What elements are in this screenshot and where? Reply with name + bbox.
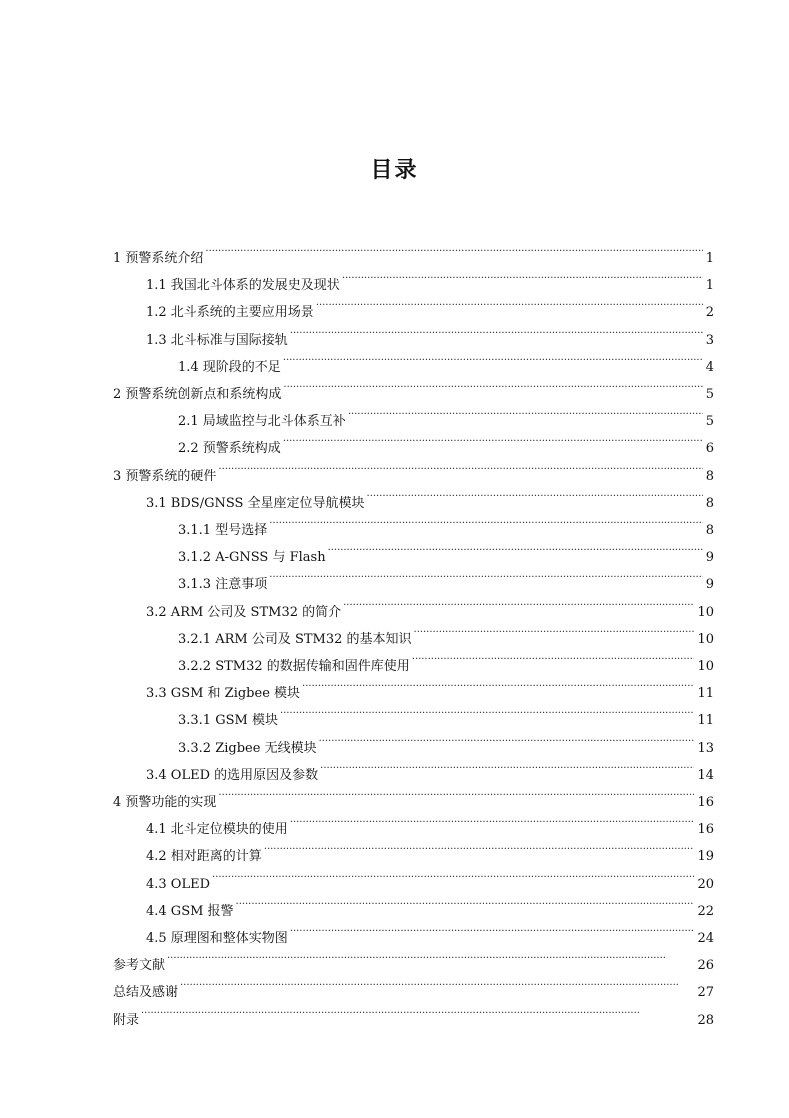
toc-entry-label: 3.4 OLED 的选用原因及参数 [146, 767, 319, 783]
toc-leader-dots [269, 562, 703, 588]
toc-entry-label: 2.2 预警系统构成 [178, 441, 281, 457]
toc-entry-label: 1.1 我国北斗体系的发展史及现状 [146, 278, 340, 294]
toc-leader-dots [283, 345, 703, 371]
toc-leader-dots [367, 481, 703, 507]
toc-entry-page-number: 8 [705, 495, 714, 511]
toc-entry-page-number: 3 [705, 332, 714, 348]
toc-leader-dots [343, 590, 694, 616]
toc-leader-dots [218, 780, 694, 806]
toc-entry-label: 3.3.1 GSM 模块 [178, 713, 278, 729]
toc-entry-page-number: 5 [705, 387, 714, 402]
toc-leader-dots [319, 726, 695, 752]
toc-entry-label: 3.2.1 ARM 公司及 STM32 的基本知识 [178, 631, 412, 647]
toc-entry-label: 3.2.2 STM32 的数据传输和固件库使用 [178, 659, 410, 674]
toc-entry[interactable] [146, 290, 714, 321]
toc-entry-label: 4.1 北斗定位模块的使用 [146, 822, 288, 838]
toc-entry-page-number: 2 [705, 305, 714, 321]
toc-entry[interactable] [113, 236, 714, 266]
toc-entry-page-number: 8 [705, 523, 714, 538]
toc-entry-label: 1.4 现阶段的不足 [178, 359, 281, 375]
toc-leader-dots [412, 644, 695, 670]
toc-entry-label: 3.1.2 A-GNSS 与 Flash [178, 550, 326, 566]
toc-entry-page-number: 22 [697, 903, 714, 919]
toc-entry[interactable] [113, 943, 714, 974]
toc-entry[interactable] [178, 644, 714, 674]
toc-entry[interactable] [146, 263, 714, 294]
toc-entry-label: 3.1.3 注意事项 [178, 577, 268, 593]
toc-leader-dots [316, 290, 703, 316]
toc-entry-label: 1.2 北斗系统的主要应用场景 [146, 305, 314, 321]
toc-leader-dots [141, 998, 694, 1024]
toc-entry-label: 2.1 局域监控与北斗体系互补 [178, 414, 346, 430]
toc-entry[interactable] [146, 807, 714, 838]
toc-entry-label: 1.3 北斗标准与国际接轨 [146, 332, 288, 348]
toc-entry[interactable] [178, 726, 714, 756]
toc-entry-page-number: 11 [697, 686, 714, 702]
toc-entry-label: 4.5 原理图和整体实物图 [146, 931, 288, 946]
toc-entry[interactable] [146, 916, 714, 946]
toc-entry[interactable] [178, 698, 714, 729]
toc-entry[interactable] [146, 753, 714, 783]
toc-entry[interactable] [146, 834, 714, 865]
toc-entry-page-number: 10 [697, 659, 714, 674]
toc-entry[interactable] [146, 889, 714, 919]
toc-leader-dots [212, 862, 694, 888]
toc-entry-page-number: 27 [697, 985, 714, 1001]
toc-leader-dots [290, 318, 703, 344]
toc-entry-page-number: 20 [697, 876, 714, 892]
toc-leader-dots [328, 535, 703, 561]
toc-entry-label: 2 预警系统创新点和系统构成 [113, 387, 282, 402]
toc-entry-label: 3.2 ARM 公司及 STM32 的简介 [146, 604, 342, 620]
toc-leader-dots [236, 889, 695, 915]
toc-entry-label: 4.3 OLED [146, 876, 211, 892]
toc-entry[interactable] [146, 481, 714, 511]
toc-entry-page-number: 16 [697, 822, 714, 838]
toc-entry-label: 3.3 GSM 和 Zigbee 模块 [146, 686, 301, 702]
toc-entry[interactable] [113, 780, 714, 810]
toc-entry[interactable] [178, 508, 714, 538]
toc-entry[interactable] [113, 454, 714, 484]
toc-entry-page-number: 5 [705, 414, 714, 430]
toc-entry-label: 4.4 GSM 报警 [146, 903, 234, 919]
toc-leader-dots [180, 970, 694, 996]
toc-entry[interactable] [146, 671, 714, 702]
toc-entry[interactable] [113, 970, 714, 1001]
toc-entry-page-number: 24 [697, 931, 714, 946]
toc-entry-page-number: 10 [697, 604, 714, 620]
toc-entry-page-number: 14 [697, 767, 714, 783]
toc-entry-page-number: 11 [697, 713, 714, 729]
toc-entry-page-number: 28 [697, 1012, 714, 1028]
toc-entry-page-number: 1 [705, 278, 714, 294]
toc-entry[interactable] [113, 372, 714, 402]
toc-leader-dots [167, 943, 694, 969]
toc-entry[interactable] [146, 590, 714, 620]
toc-entry-page-number: 19 [697, 849, 714, 865]
toc-leader-dots [218, 454, 702, 480]
toc-leader-dots [290, 916, 695, 942]
toc-entry[interactable] [146, 318, 714, 348]
toc-entry-label: 1 预警系统介绍 [113, 251, 204, 266]
toc-entry[interactable] [146, 862, 714, 892]
toc-entry-label: 3 预警系统的硬件 [113, 468, 217, 484]
toc-entry-label: 4.2 相对距离的计算 [146, 849, 262, 865]
toc-leader-dots [280, 698, 695, 724]
page-title: 目录 [370, 158, 419, 183]
toc-entry-page-number: 26 [697, 958, 714, 974]
toc-entry-page-number: 16 [697, 795, 714, 810]
toc-entry-page-number: 6 [705, 441, 714, 457]
toc-entry-label: 4 预警功能的实现 [113, 795, 217, 810]
toc-entry[interactable] [178, 426, 714, 457]
toc-leader-dots [302, 671, 694, 697]
toc-entry-label: 附录 [113, 1012, 140, 1028]
toc-entry-label: 3.1.1 型号选择 [178, 523, 268, 538]
toc-entry-label: 总结及感谢 [113, 985, 179, 1001]
toc-leader-dots [414, 617, 695, 643]
toc-entry-page-number: 8 [705, 468, 714, 484]
toc-entry-page-number: 9 [705, 550, 714, 566]
toc-leader-dots [269, 508, 703, 534]
toc-leader-dots [283, 426, 703, 452]
toc-entry[interactable] [178, 617, 714, 647]
toc-leader-dots [264, 834, 695, 860]
toc-leader-dots [290, 807, 695, 833]
toc-entry[interactable] [178, 535, 714, 566]
toc-entry[interactable] [178, 399, 714, 430]
toc-leader-dots [348, 399, 703, 425]
toc-leader-dots [283, 372, 702, 398]
toc-entry[interactable] [178, 562, 714, 593]
toc-entry[interactable] [113, 998, 714, 1028]
toc-entry-page-number: 9 [705, 577, 714, 593]
toc-entry-label: 3.3.2 Zigbee 无线模块 [178, 740, 317, 756]
toc-entry-page-number: 4 [705, 359, 714, 375]
toc-entry[interactable] [178, 345, 714, 375]
toc-leader-dots [342, 263, 703, 289]
toc-leader-dots [205, 236, 702, 262]
toc-entry-page-number: 10 [697, 631, 714, 647]
toc-entry-label: 参考文献 [113, 958, 166, 974]
toc-entry-page-number: 13 [697, 740, 714, 756]
toc-entry-page-number: 1 [705, 251, 714, 266]
toc-leader-dots [320, 753, 694, 779]
toc-entry-label: 3.1 BDS/GNSS 全星座定位导航模块 [146, 495, 365, 511]
